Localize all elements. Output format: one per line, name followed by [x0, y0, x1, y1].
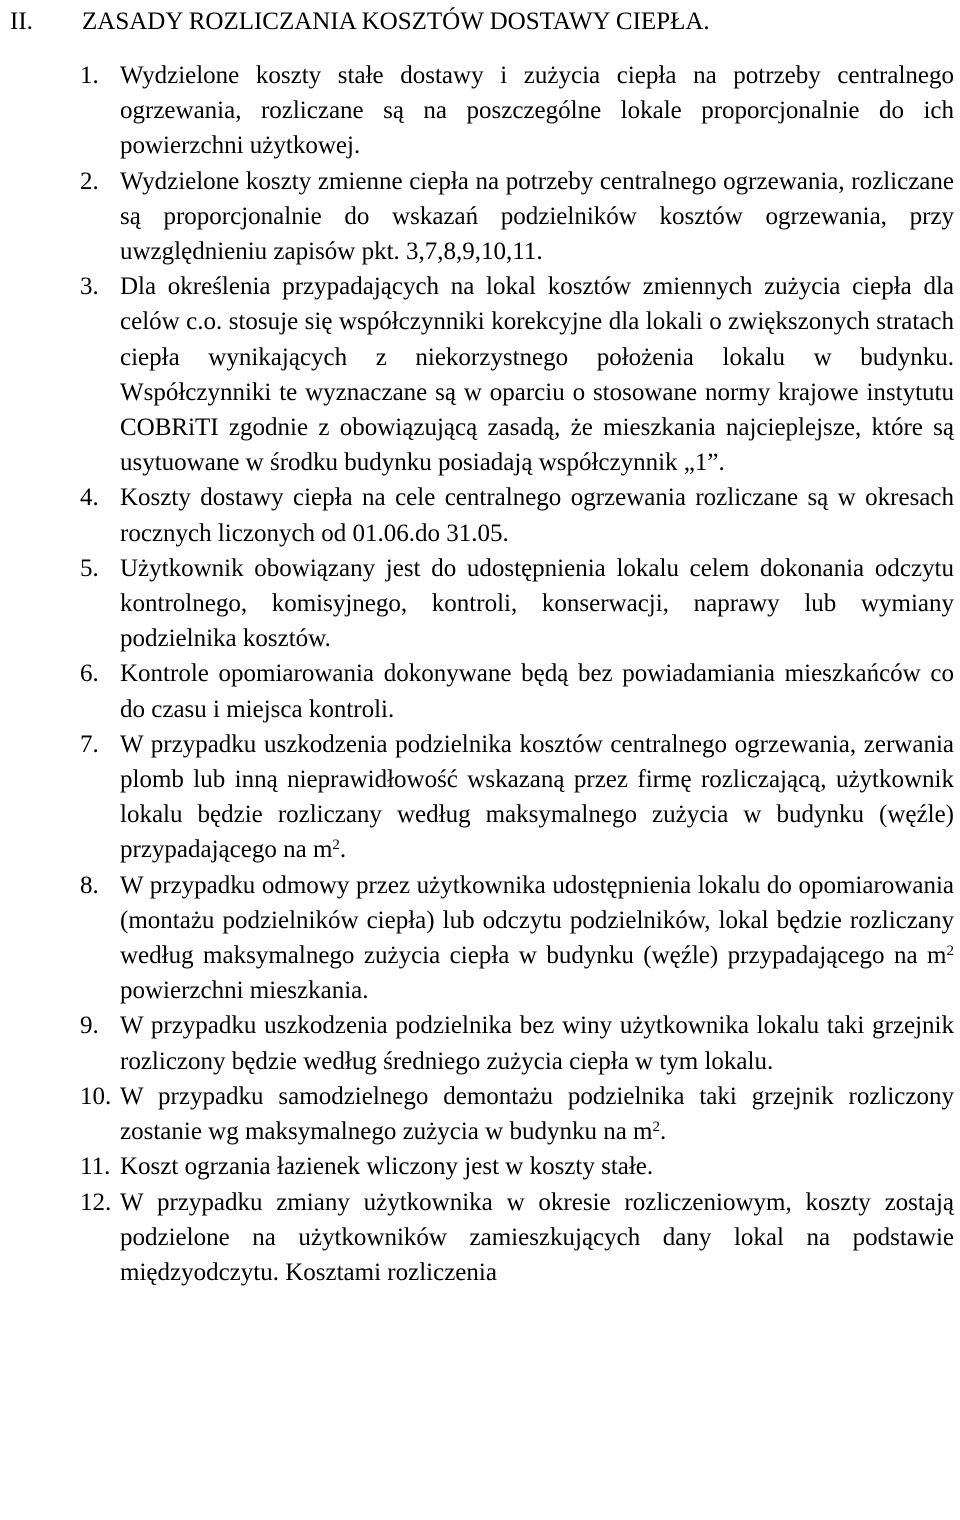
item-text-tail: powierzchni mieszkania. [120, 977, 369, 1005]
item-number: 5. [80, 554, 99, 582]
item-text [120, 727, 954, 868]
list-item [10, 1149, 954, 1184]
item-text [120, 656, 954, 726]
item-text-body: Dla określenia przypadających na lokal kosztów zmiennych zużycia ciepła dla celów c.o. stosuje się współczynniki korekcyjne dla lokali o zwiększonych stratach ciepła wynikających z niekorzystnego położenia lokalu w budynku. Współczynniki te wyznaczane są w oparciu o stosowane normy krajowe instytutu COBRiTI zgodnie z obowiązującą zasadą, że mieszkania najcieplejsze, które są usytuowane w środku budynku posiadają współczynnik „1”. [120, 273, 954, 477]
superscript: 2 [652, 1119, 660, 1136]
list-item [10, 164, 954, 270]
list-item [10, 656, 954, 726]
item-number: 4. [80, 484, 99, 512]
list-item [10, 480, 954, 550]
item-number: 6. [80, 660, 99, 688]
item-text-body: Wydzielone koszty stałe dostawy i zużycia ciepła na potrzeby centralnego ogrzewania, rozliczane są na poszczególne lokale proporcjonalnie do ich powierzchni użytkowej. [120, 62, 954, 160]
list-item [10, 1079, 954, 1149]
item-text [120, 58, 954, 164]
superscript: 2 [332, 837, 340, 854]
section-title: ZASADY ROZLICZANIA KOSZTÓW DOSTAWY CIEPŁA. [82, 8, 710, 35]
list-item [10, 868, 954, 1009]
section-number: II. [10, 8, 33, 35]
item-number: 11. [80, 1153, 111, 1181]
item-number: 1. [80, 62, 99, 89]
item-number: 7. [80, 730, 99, 758]
list-item [10, 727, 954, 868]
item-text [120, 1008, 954, 1078]
item-text-body: W przypadku odmowy przez użytkownika udostępnienia lokalu do opomiarowania (montażu podzielników ciepła) lub odczytu podzielników, lokal będzie rozliczany według maksymalnego zużycia ciepła w budynku (węźle) przypadającego na m [120, 871, 954, 970]
item-text-tail: . [339, 836, 347, 864]
item-number: 3. [80, 273, 99, 301]
item-text [120, 164, 954, 270]
item-text-body: W przypadku samodzielnego demontażu podzielnika taki grzejnik rozliczony zostanie wg maksymalnego zużycia w budynku na m [120, 1082, 954, 1146]
item-number: 12. [80, 1188, 112, 1216]
item-number: 8. [80, 871, 99, 899]
superscript: 2 [946, 943, 954, 960]
item-text [120, 269, 954, 480]
item-text [120, 1185, 954, 1291]
item-number: 10. [80, 1082, 112, 1110]
item-text-body: Wydzielone koszty zmienne ciepła na potrzeby centralnego ogrzewania, rozliczane są proporcjonalnie do wskazań podzielników kosztów ogrzewania, przy uwzględnieniu zapisów pkt. 3,7,8,9,10,11. [120, 167, 954, 266]
item-text-body: W przypadku uszkodzenia podzielnika kosztów centralnego ogrzewania, zerwania plomb lub inną nieprawidłowość wskazaną przez firmę rozliczającą, użytkownik lokalu będzie rozliczany według maksymalnego zużycia w budynku (węźle) przypadającego na m [120, 730, 954, 864]
item-text [120, 1079, 954, 1149]
item-text [120, 1149, 954, 1184]
list-item [10, 1008, 954, 1078]
item-text-body: Koszt ogrzania łazienek wliczony jest w koszty stałe. [120, 1153, 654, 1181]
section-heading [10, 4, 954, 40]
item-text-body: Koszty dostawy ciepła na cele centralnego ogrzewania rozliczane są w okresach rocznych liczonych od 01.06.do 31.05. [120, 484, 954, 547]
rules-list [10, 58, 954, 1290]
item-text [120, 551, 954, 657]
item-number: 9. [80, 1012, 99, 1040]
item-text-body: W przypadku uszkodzenia podzielnika bez winy użytkownika lokalu taki grzejnik rozliczony będzie według średniego zużycia ciepła w tym lokalu. [120, 1012, 954, 1075]
list-item [10, 551, 954, 657]
item-text-tail: . [660, 1118, 667, 1146]
list-item [10, 58, 954, 164]
list-item [10, 269, 954, 480]
item-text [120, 868, 954, 1009]
item-text-body: W przypadku zmiany użytkownika w okresie rozliczeniowym, koszty zostają podzielone na użytkowników zamieszkujących dany lokal na podstawie międzyodczytu. Kosztami rozliczenia [120, 1188, 954, 1286]
item-number: 2. [80, 167, 99, 195]
item-text-body: Użytkownik obowiązany jest do udostępnienia lokalu celem dokonania odczytu kontrolnego, komisyjnego, kontroli, konserwacji, naprawy lub wymiany podzielnika kosztów. [120, 554, 954, 653]
item-text-body: Kontrole opomiarowania dokonywane będą bez powiadamiania mieszkańców co do czasu i miejsca kontroli. [120, 660, 954, 723]
list-item [10, 1185, 954, 1291]
item-text [120, 480, 954, 550]
